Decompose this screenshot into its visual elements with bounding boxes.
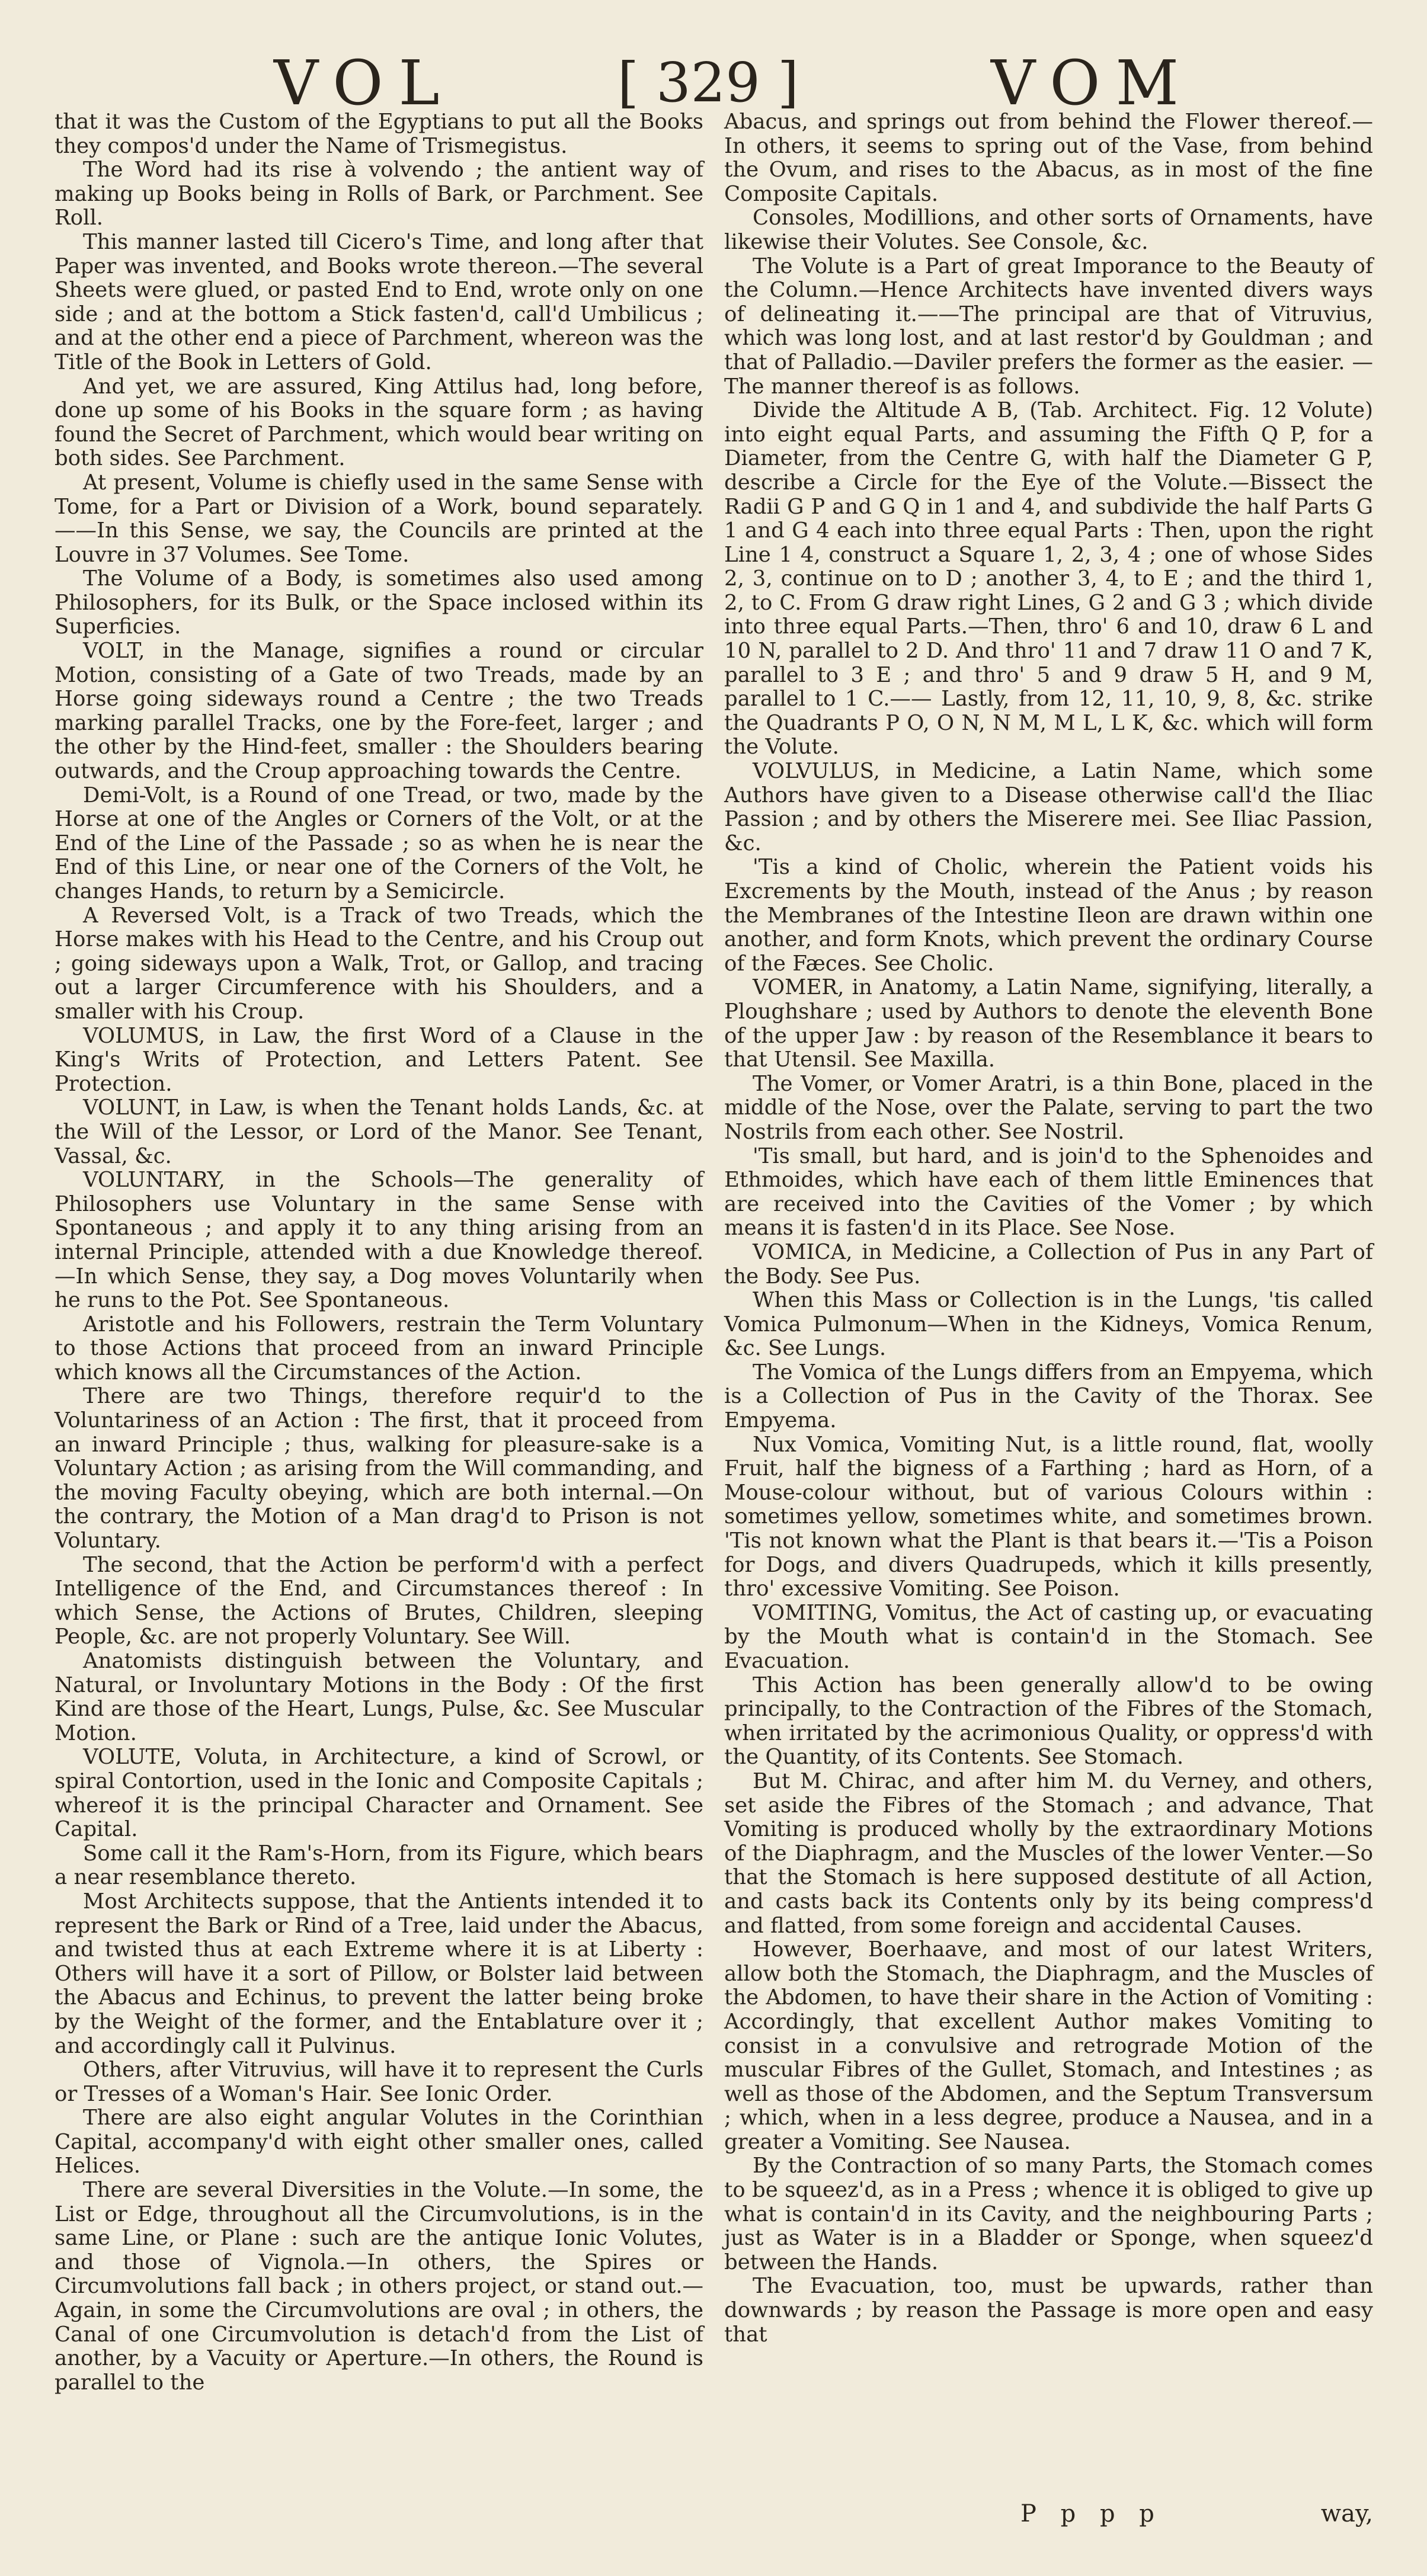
paragraph: Divide the Altitude A B, (Tab. Architect. Fig. 12 Volute) into eight equal Parts, and assuming the Fifth Q P, for a Diameter, from the Centre G, with half the Diameter G P, describe a Circle for the Eye of the Volute.—Bissect the Radii G P and G Q in 1 and 4, and subdivide the half Parts G 1 and G 4 each into three equal Parts : Then, upon the right Line 1 4, construct a Square 1, 2, 3, 4 ; one of whose Sides 2, 3, continue on to D ; another 3, 4, to E ; and the third 1, 2, to C. From G draw right Lines, G 2 and G 3 ; which divide into three equal Parts.—Then, thro' 6 and 10, draw 6 L and 10 N, parallel to 2 D. And thro' 11 and 7 draw 11 O and 7 K, parallel to 3 E ; and thro' 5 and 9 draw 5 H, and 9 M, parallel to 1 C.—— Lastly, from 12, 11, 10, 9, 8, &c. strike the Quadrants P O, O N, N M, M L, L K, &c. which will form the Volute. <box>724 398 1373 760</box>
paragraph: Most Architects suppose, that the Antients intended it to represent the Bark or Rind of a Tree, laid under the Abacus, and twisted thus at each Extreme where it is at Liberty : Others will have it a sort of Pillow, or Bolster laid between the Abacus and Echinus, to prevent the latter being broke by the Weight of the former, and the Entablature over it ; and accordingly call it Pulvinus. <box>55 1889 703 2058</box>
paragraph: VOMICA, in Medicine, a Collection of Pus in any Part of the Body. See Pus. <box>724 1239 1373 1289</box>
paragraph: The Vomer, or Vomer Aratri, is a thin Bone, placed in the middle of the Nose, over the Palate, serving to part the two Nostrils from each other. See Nostril. <box>724 1071 1373 1144</box>
paragraph: VOLT, in the Manage, signifies a round or circular Motion, consisting of a Gate of two Treads, made by an Horse going sideways round a Centre ; the two Treads marking parallel Tracks, one by the Fore-feet, larger ; and the other by the Hind-feet, smaller : the Shoulders bearing outwards, and the Croup approaching towards the Centre. <box>55 639 703 784</box>
paragraph: And yet, we are assured, King Attilus had, long before, done up some of his Books in the square form ; as having found the Secret of Parchment, which would bear writing on both sides. See Parchment. <box>55 374 703 471</box>
paragraph: Demi-Volt, is a Round of one Tread, or two, made by the Horse at one of the Angles or Corners of the Volt, or at the End of the Line of the Passade ; so as when he is near the End of this Line, or near one of the Corners of the Volt, he changes Hands, to return by a Semicircle. <box>55 783 703 903</box>
paragraph: VOMITING, Vomitus, the Act of casting up, or evacuating by the Mouth what is contain'd in the Stomach. See Evacuation. <box>724 1600 1373 1673</box>
paragraph: Some call it the Ram's-Horn, from its Figure, which bears a near resemblance thereto. <box>55 1841 703 1890</box>
paragraph: When this Mass or Collection is in the Lungs, 'tis called Vomica Pulmonum—When in the Kidneys, Vomica Renum, &c. See Lungs. <box>724 1288 1373 1361</box>
paragraph: that it was the Custom of the Egyptians to put all the Books they compos'd under the Name of Trismegistus. <box>55 110 703 158</box>
header-right-word: VOM <box>991 47 1195 119</box>
paragraph: There are several Diversities in the Volute.—In some, the List or Edge, throughout all the Circumvolutions, is in the same Line, or Plane : such are the antique Ionic Volutes, and those of Vignola.—In others, the Spires or Circumvolutions fall back ; in others project, or stand out.—Again, in some the Circumvolutions are oval ; in others, the Canal of one Circumvolution is detach'd from the List of another, by a Vacuity or Aperture.—In others, the Round is parallel to the <box>55 2178 703 2395</box>
paragraph: However, Boerhaave, and most of our latest Writers, allow both the Stomach, the Diaphragm, and the Muscles of the Abdomen, to have their share in the Action of Vomiting : Accordingly, that excellent Author makes Vomiting to consist in a convulsive and retrograde Motion of the muscular Fibres of the Gullet, Stomach, and Intestines ; as well as those of the Abdomen, and the Septum Transversum ; which, when in a less degree, produce a Nausea, and in a greater a Vomiting. See Nausea. <box>724 1937 1373 2154</box>
paragraph: The Word had its rise à volvendo ; the antient way of making up Books being in Rolls of Bark, or Parchment. See Roll. <box>55 158 703 230</box>
paragraph: There are also eight angular Volutes in the Corinthian Capital, accompany'd with eight other smaller ones, called Helices. <box>55 2106 703 2178</box>
paragraph: VOLUNTARY, in the Schools—The generality of Philosophers use Voluntary in the same Sense with Spontaneous ; and apply it to any thing arising from an internal Principle, attended with a due Knowledge thereof.—In which Sense, they say, a Dog moves Voluntarily when he runs to the Pot. See Spontaneous. <box>55 1168 703 1313</box>
paragraph: Aristotle and his Followers, restrain the Term Voluntary to those Actions that proceed from an inward Principle which knows all the Circumstances of the Action. <box>55 1312 703 1385</box>
signature-mark: P p p p <box>1020 2500 1163 2527</box>
paragraph: The Evacuation, too, must be upwards, rather than downwards ; by reason the Passage is more open and easy that <box>724 2274 1373 2347</box>
paragraph: A Reversed Volt, is a Track of two Treads, which the Horse makes with his Head to the Centre, and his Croup out ; going sideways upon a Walk, Trot, or Gallop, and tracing out a larger Circumference with his Shoulders, and a smaller with his Croup. <box>55 903 703 1024</box>
paragraph: Nux Vomica, Vomiting Nut, is a little round, flat, woolly Fruit, half the bigness of a Farthing ; hard as Horn, of a Mouse-colour without, but of various Colours within : sometimes yellow, sometimes white, and sometimes brown. 'Tis not known what the Plant is that bears it.—'Tis a Poison for Dogs, and divers Quadrupeds, which it kills presently, thro' excessive Vomiting. See Poison. <box>724 1432 1373 1601</box>
paragraph: Others, after Vitruvius, will have it to represent the Curls or Tresses of a Woman's Hair. See Ionic Order. <box>55 2058 703 2106</box>
paragraph: At present, Volume is chiefly used in the same Sense with Tome, for a Part or Division of a Work, bound separately. ——In this Sense, we say, the Councils are printed at the Louvre in 37 Volumes. See Tome. <box>55 470 703 567</box>
paragraph: This Action has been generally allow'd to be owing principally, to the Contraction of the Fibres of the Stomach, when irritated by the acrimonious Quality, or oppress'd with the Quantity, of its Contents. See Stomach. <box>724 1673 1373 1770</box>
paragraph: Anatomists distinguish between the Voluntary, and Natural, or Involuntary Motions in the Body : Of the first Kind are those of the Heart, Lungs, Pulse, &c. See Muscular Motion. <box>55 1649 703 1745</box>
paragraph: 'Tis small, but hard, and is join'd to the Sphenoides and Ethmoides, which have each of them little Eminences that are received into the Cavities of the Vomer ; by which means it is fasten'd in its Place. See Nose. <box>724 1143 1373 1241</box>
paragraph: The Volume of a Body, is sometimes also used among Philosophers, for its Bulk, or the Space inclosed within its Superficies. <box>55 566 703 639</box>
paragraph: Abacus, and springs out from behind the Flower thereof.—In others, it seems to spring out of the Vase, from behind the Ovum, and rises to the Abacus, as in most of the fine Composite Capitals. <box>724 110 1373 206</box>
paragraph: By the Contraction of so many Parts, the Stomach comes to be squeez'd, as in a Press ; whence it is obliged to give up what is contain'd in its Cavity, and the neighbouring Parts ; just as Water is in a Bladder or Sponge, when squeez'd between the Hands. <box>724 2154 1373 2274</box>
paragraph: The Vomica of the Lungs differs from an Empyema, which is a Collection of Pus in the Cavity of the Thorax. See Empyema. <box>724 1360 1373 1433</box>
paragraph: The Volute is a Part of great Imporance to the Beauty of the Column.—Hence Architects have invented divers ways of delineating it.——The principal are that of Vitruvius, which was long lost, and at last restor'd by Gouldman ; and that of Palladio.—Daviler prefers the former as the easier. —The manner thereof is as follows. <box>724 254 1373 399</box>
header-left-word: VOL <box>274 47 455 119</box>
paragraph: VOLUMUS, in Law, the first Word of a Clause in the King's Writs of Protection, and Letters Patent. See Protection. <box>55 1023 703 1096</box>
catchword: way, <box>1320 2500 1373 2527</box>
paragraph: VOLUNT, in Law, is when the Tenant holds Lands, &c. at the Will of the Lessor, or Lord of the Manor. See Tenant, Vassal, &c. <box>55 1095 703 1168</box>
page-footer <box>724 2499 1373 2535</box>
page-number: [ 329 ] <box>617 51 799 114</box>
paragraph: The second, that the Action be perform'd with a perfect Intelligence of the End, and Circumstances thereof : In which Sense, the Actions of Brutes, Children, sleeping People, &c. are not properly Voluntary. See Will. <box>55 1552 703 1649</box>
paragraph: VOMER, in Anatomy, a Latin Name, signifying, literally, a Ploughshare ; used by Authors to denote the eleventh Bone of the upper Jaw : by reason of the Resemblance it bears to that Utensil. See Maxilla. <box>724 975 1373 1072</box>
paragraph: VOLVULUS, in Medicine, a Latin Name, which some Authors have given to a Disease otherwise call'd the Iliac Passion ; and by others the Miserere mei. See Iliac Passion, &c. <box>724 759 1373 856</box>
paragraph: There are two Things, therefore requir'd to the Voluntariness of an Action : The first, that it proceed from an inward Principle ; thus, walking for pleasure-sake is a Voluntary Action ; as arising from the Will commanding, and the moving Faculty obeying, which are both internal.—On the contrary, the Motion of a Man drag'd to Prison is not Voluntary. <box>55 1384 703 1553</box>
paragraph: But M. Chirac, and after him M. du Verney, and others, set aside the Fibres of the Stomach ; and advance, That Vomiting is produced wholly by the extraordinary Motions of the Diaphragm, and the Muscles of the lower Venter.—So that the Stomach is here supposed destitute of all Action, and casts back its Contents only by its being compress'd and flatted, from some foreign and accidental Causes. <box>724 1768 1373 1938</box>
paragraph: 'Tis a kind of Cholic, wherein the Patient voids his Excrements by the Mouth, instead of the Anus ; by reason the Membranes of the Intestine Ileon are drawn within one another, and form Knots, which prevent the ordinary Course of the Fæces. See Cholic. <box>724 855 1373 976</box>
paragraph: Consoles, Modillions, and other sorts of Ornaments, have likewise their Volutes. See Console, &c. <box>724 206 1373 254</box>
left-column <box>55 110 703 2492</box>
paragraph: This manner lasted till Cicero's Time, and long after that Paper was invented, and Books wrote thereon.—The several Sheets were glued, or pasted End to End, wrote only on one side ; and at the bottom a Stick fasten'd, call'd Umbilicus ; and at the other end a piece of Parchment, whereon was the Title of the Book in Letters of Gold. <box>55 229 703 374</box>
right-column <box>724 110 1373 2492</box>
paragraph: VOLUTE, Voluta, in Architecture, a kind of Scrowl, or spiral Contortion, used in the Ionic and Composite Capitals ; whereof it is the principal Character and Ornament. See Capital. <box>55 1745 703 1842</box>
